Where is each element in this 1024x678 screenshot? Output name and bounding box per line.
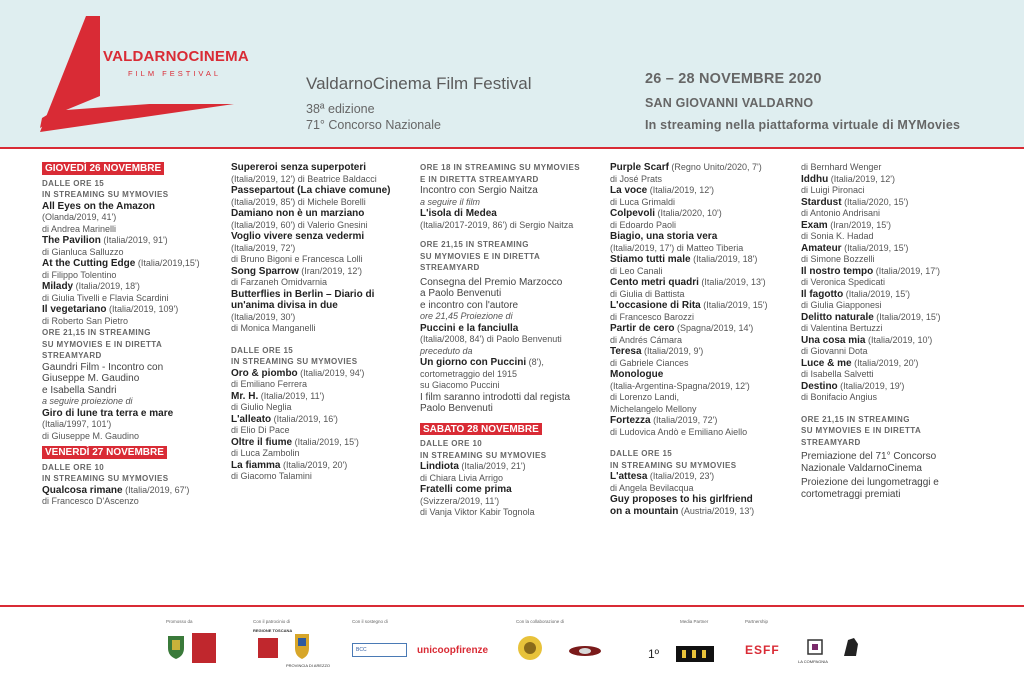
film-note: cortometraggio del 1915	[420, 368, 518, 379]
film-director: di Antonio Andrisani	[801, 208, 881, 218]
bcc-logo	[352, 643, 407, 657]
film-director: di Monica Manganelli	[231, 323, 316, 333]
film-title: La fiamma	[231, 459, 281, 471]
film-director: di Andrés Cámara	[610, 334, 683, 345]
film-title: Il vegetariano	[42, 304, 107, 315]
section-time: DALLE ORE 15	[231, 345, 294, 355]
section-where: STREAMYARD	[42, 351, 102, 360]
film-title: Teresa	[610, 346, 642, 357]
film-director: di Filippo Tolentino	[42, 269, 117, 280]
film-meta: (Italia/2019, 15')	[873, 311, 941, 322]
film-meta: (Italia/2019, 16')	[271, 413, 338, 424]
film-meta: (Italia/2020, 15')	[841, 196, 909, 207]
event-text: Proiezione dei lungometraggi e	[801, 477, 939, 488]
label-collaborazione: Con la collaborazione di	[516, 619, 565, 624]
film-title: Stiamo tutti male	[610, 254, 691, 265]
film-meta: (Olanda/2019, 41')	[42, 212, 117, 222]
film-meta: (Italia/2019, 19')	[837, 380, 905, 391]
event-text: Gaundri Film - Incontro con	[42, 361, 164, 373]
regione-toscana-text: REGIONE TOSCANA	[253, 628, 293, 633]
film-title: Iddhu	[801, 173, 829, 185]
esff-logo: ESFF	[745, 643, 780, 657]
film-meta: (Italia/2019, 12')	[828, 173, 895, 184]
film-title: Fortezza	[610, 415, 651, 426]
section-time: DALLE ORE 15	[610, 449, 673, 458]
film-meta: (Italia/2019, 17')	[873, 265, 940, 276]
film-title: Il nostro tempo	[801, 265, 874, 277]
film-meta: (Italia/2019, 72')	[650, 415, 718, 425]
film-meta: (Italia/2019, 72')	[231, 242, 296, 253]
film-title: Destino	[801, 380, 838, 392]
film-title: La voce	[610, 185, 648, 196]
provincia-crest-icon	[292, 632, 312, 660]
film-director: di Giacomo Talamini	[231, 471, 312, 481]
film-meta: (Italia/2019, 15')	[700, 300, 768, 310]
film-director: di Leo Canali	[610, 265, 663, 276]
section-where: E IN DIRETTA STREAMYARD	[420, 174, 539, 184]
film-meta: (Italia/2019, 9')	[641, 346, 704, 356]
film-director: di Isabella Salvetti	[801, 369, 874, 379]
concorso: 71° Concorso Nazionale	[306, 118, 441, 132]
film-director: di Giovanni Dota	[801, 346, 868, 356]
festival-streaming: In streaming nella piattaforma virtuale di MYMovies	[645, 118, 961, 132]
film-director: di José Prats	[610, 173, 663, 184]
logo-subtitle: FILM FESTIVAL	[128, 69, 222, 78]
promoter-logo-icon	[192, 633, 216, 663]
film-meta: (Italia/2017-2019, 86') di Sergio Naitza	[420, 219, 574, 230]
compagnia-text: LA COMPAGNIA	[798, 659, 828, 664]
film-meta: (Italia/1997, 101')	[42, 419, 112, 429]
event-note: ore 21,45 Proiezione di	[420, 311, 513, 321]
film-meta: (Italia/2019, 18')	[690, 254, 758, 264]
film-meta: (Italia/2019, 17') di Matteo Tiberia	[610, 242, 744, 253]
media-partner-logo-icon	[646, 640, 716, 664]
film-title: Un giorno con Puccini	[420, 357, 527, 368]
logo-title: VALDARNOCINEMA	[103, 48, 249, 65]
film-meta: (Iran/2019, 15')	[827, 219, 891, 230]
film-meta: (Italia/2019, 13')	[698, 277, 766, 287]
festival-title: ValdarnoCinema Film Festival	[306, 74, 532, 93]
event-note: preceduto da	[420, 345, 473, 356]
film-title: Qualcosa rimane	[42, 484, 123, 496]
provincia-text: PROVINCIA DI AREZZO	[286, 663, 331, 668]
program-column-2	[231, 162, 421, 483]
sponsor-footer	[0, 607, 1024, 678]
label-partnership: Partnership	[745, 619, 769, 624]
film-director: di Bernhard Wenger	[801, 162, 882, 172]
film-director: di Francesco D'Ascenzo	[42, 496, 139, 506]
film-director: di Emiliano Ferrera	[231, 379, 308, 389]
film-title: L'isola di Medea	[420, 208, 497, 219]
section-time: ORE 21,15 IN STREAMING	[801, 414, 910, 424]
film-director: di Luca Grimaldi	[610, 196, 676, 207]
day-heading: GIOVEDÌ 26 NOVEMBRE	[42, 162, 164, 175]
film-director: di Veronica Spedicati	[801, 277, 886, 287]
film-meta: (Italia/2019,15')	[135, 258, 200, 268]
film-meta: (Italia/2019, 67')	[122, 484, 190, 495]
film-title: Stardust	[801, 196, 842, 208]
film-title: Una cosa mia	[801, 334, 866, 346]
film-director: di Bonifacio Angius	[801, 392, 878, 402]
film-title: un'anima divisa in due	[231, 300, 338, 311]
event-text: Paolo Benvenuti	[420, 403, 493, 414]
festival-place: SAN GIOVANNI VALDARNO	[645, 96, 814, 110]
film-title: Il fagotto	[801, 288, 844, 300]
film-director: di Francesco Barozzi	[610, 311, 695, 322]
film-director: Michelangelo Mellony	[610, 403, 697, 414]
program-column-1	[42, 162, 232, 508]
film-director: di Angela Bevilacqua	[610, 482, 694, 493]
film-title: Giro di lune tra terra e mare	[42, 407, 174, 419]
event-text: e Isabella Sandri	[42, 384, 117, 396]
day-heading: SABATO 28 NOVEMBRE	[420, 423, 542, 436]
film-meta: (Italia/2019, 85') di Michele Borelli	[231, 196, 366, 207]
section-where: SU MYMOVIES E IN DIRETTA	[420, 251, 541, 261]
film-title: Exam	[801, 219, 828, 231]
label-media: Media Partner	[680, 619, 709, 624]
film-director: di Andrea Marinelli	[42, 223, 117, 234]
comune-crest-icon	[166, 632, 186, 660]
film-title: All Eyes on the Amazon	[42, 200, 155, 212]
section-where: IN STREAMING SU MYMOVIES	[610, 460, 737, 470]
film-director: di Gabriele Ciances	[610, 357, 689, 368]
film-title: Passepartout (La chiave comune)	[231, 185, 391, 196]
collaboration-logo-icon	[516, 634, 544, 662]
film-title: Voglio vivere senza vedermi	[231, 231, 365, 242]
section-where: IN STREAMING SU MYMOVIES	[420, 450, 547, 460]
film-title: Puccini e la fanciulla	[420, 322, 519, 334]
lion-logo-icon	[840, 634, 862, 660]
film-title: Oltre il fiume	[231, 436, 293, 448]
film-title: Biagio, una storia vera	[610, 231, 718, 242]
section-time: ORE 18 IN STREAMING SU MYMOVIES	[420, 163, 580, 172]
film-meta: (Italia/2019, 23')	[647, 471, 715, 481]
film-meta: (Italia/2019, 11')	[258, 390, 325, 401]
event-text: I film saranno introdotti dal regista	[420, 391, 571, 403]
film-meta: (Italia/2008, 84') di Paolo Benvenuti	[420, 334, 562, 344]
film-director: di Giulia di Battista	[610, 288, 685, 299]
film-title: Amateur	[801, 242, 842, 254]
film-title: Butterflies in Berlin – Diario di	[231, 288, 375, 300]
film-director: di Ludovica Andò e Emiliano Aiello	[610, 426, 748, 437]
film-meta: (Italia/2019, 12') di Beatrice Baldacci	[231, 173, 377, 184]
program-column-5	[801, 162, 1001, 500]
film-title: Damiano non è un marziano	[231, 208, 365, 219]
film-director: di Giulia Giapponesi	[801, 300, 882, 310]
film-director: di Lorenzo Landi,	[610, 392, 680, 402]
film-title: Cento metri quadri	[610, 277, 699, 288]
film-director: di Luigi Pironaci	[801, 185, 865, 195]
film-title: Partir de cero	[610, 323, 675, 334]
film-title: Milady	[42, 281, 74, 292]
film-director: di Sonia K. Hadad	[801, 231, 874, 241]
section-where: IN STREAMING SU MYMOVIES	[231, 357, 358, 366]
film-meta: (Italia/2019, 20')	[851, 357, 919, 368]
event-note: a seguire proiezione di	[42, 396, 133, 406]
event-text: Incontro con Sergio Naitza	[420, 185, 538, 196]
film-meta: (Spagna/2019, 14')	[674, 323, 754, 333]
label-patrocinio: Con il patrocinio di	[253, 619, 291, 624]
film-meta: (Italia/2019, 109')	[106, 304, 179, 314]
film-director: di Gianluca Salluzzo	[42, 246, 124, 257]
event-text: Premiazione del 71° Concorso	[801, 451, 937, 462]
film-director: di Giuseppe M. Gaudino	[42, 430, 140, 441]
section-where: STREAMYARD	[420, 263, 480, 272]
film-title: Supereroi senza superpoteri	[231, 162, 367, 173]
film-director: di Vanja Viktor Kabir Tognola	[420, 507, 535, 517]
section-where: STREAMYARD	[801, 437, 861, 447]
film-director: di Bruno Bigoni e Francesca Lolli	[231, 254, 363, 264]
section-where: IN STREAMING SU MYMOVIES	[42, 190, 169, 199]
event-note: a seguire il film	[420, 196, 481, 207]
section-where: IN STREAMING SU MYMOVIES	[42, 474, 169, 483]
film-meta: (Italia/2019, 15')	[841, 242, 909, 253]
film-director: di Simone Bozzelli	[801, 254, 875, 264]
section-time: DALLE ORE 10	[420, 439, 483, 448]
film-meta: (Italia/2019, 15')	[292, 436, 359, 447]
film-title: L'alleato	[231, 413, 272, 425]
film-title: Colpevoli	[610, 208, 656, 219]
section-time: DALLE ORE 10	[42, 462, 105, 472]
header-divider	[0, 147, 1024, 149]
film-note: su Giacomo Puccini	[420, 380, 500, 390]
film-meta: (Italia/2019, 60') di Valerio Gnesini	[231, 219, 368, 230]
film-meta: (Italia/2019, 91')	[100, 235, 168, 245]
regione-toscana-icon	[256, 630, 280, 660]
film-meta: (Italia/2019, 18')	[73, 281, 140, 291]
section-time: ORE 21,15 IN STREAMING	[42, 328, 151, 337]
film-title: L'occasione di Rita	[610, 300, 701, 311]
film-title: Guy proposes to his girlfriend	[610, 494, 753, 505]
day-heading: VENERDÌ 27 NOVEMBRE	[42, 446, 167, 459]
film-meta: (Iran/2019, 12')	[298, 265, 363, 276]
event-text: cortometraggi premiati	[801, 488, 901, 500]
film-meta: (Italia/2019, 30')	[231, 311, 296, 322]
film-meta: (Regno Unito/2020, 7')	[668, 162, 762, 172]
compagnia-logo-icon	[806, 638, 824, 656]
edition: 38ª edizione	[306, 102, 375, 116]
film-title: on a mountain	[610, 505, 679, 517]
label-promosso: Promosso da	[166, 619, 193, 624]
film-meta: (Italia/2019, 94')	[297, 367, 365, 378]
film-meta: (Svizzera/2019, 11')	[420, 495, 500, 506]
bcc-text: BCC	[356, 647, 367, 653]
film-title: Fratelli come prima	[420, 484, 512, 495]
film-director: di Edoardo Paoli	[610, 219, 677, 230]
program-column-4	[610, 162, 800, 517]
film-title: Delitto naturale	[801, 311, 874, 323]
section-time: ORE 21,15 IN STREAMING	[420, 240, 529, 249]
program-column-3	[420, 162, 610, 519]
svg-text:1º: 1º	[648, 647, 660, 661]
film-meta: (8'),	[526, 357, 544, 367]
unicoop-logo: unicoopfirenze	[417, 645, 489, 656]
event-text: Consegna del Premio Marzocco	[420, 276, 563, 288]
film-director: di Chiara Livia Arrigo	[420, 472, 504, 483]
film-director: di Roberto San Pietro	[42, 315, 129, 326]
film-title: Lindiota	[420, 461, 459, 472]
festival-dates: 26 – 28 NOVEMBRE 2020	[645, 71, 822, 87]
event-text: Nazionale ValdarnoCinema	[801, 462, 922, 474]
film-meta: (Italia/2019, 12')	[647, 185, 715, 195]
film-title: Monologue	[610, 369, 664, 380]
film-title: Luce & me	[801, 357, 852, 369]
event-text: a Paolo Benvenuti	[420, 288, 502, 299]
film-director: di Elio Di Pace	[231, 425, 290, 435]
film-meta: (Italia/2020, 10')	[655, 208, 722, 218]
film-meta: (Italia/2019, 20')	[280, 459, 348, 470]
film-director: di Luca Zambolin	[231, 448, 300, 458]
film-title: Oro & piombo	[231, 367, 298, 379]
section-where: SU MYMOVIES E IN DIRETTA	[801, 426, 922, 435]
film-director: di Giulio Neglia	[231, 402, 292, 412]
film-director: di Valentina Bertuzzi	[801, 323, 883, 333]
film-meta: (Italia/2019, 10')	[865, 334, 933, 345]
film-director: di Giulia Tivelli e Flavia Scardini	[42, 292, 169, 303]
event-text: e incontro con l'autore	[420, 299, 519, 311]
label-sostegno: Con il sostegno di	[352, 619, 388, 624]
film-meta: (Austria/2019, 13')	[678, 505, 755, 516]
film-meta: (Italia/2019, 21')	[458, 461, 526, 471]
event-text: Giuseppe M. Gaudino	[42, 373, 140, 384]
film-title: Song Sparrow	[231, 265, 299, 277]
section-time: DALLE ORE 15	[42, 178, 105, 188]
car-club-logo-icon	[568, 644, 602, 658]
film-meta: (Italia-Argentina-Spagna/2019, 12')	[610, 380, 750, 391]
film-title: L'attesa	[610, 471, 648, 482]
film-title: Mr. H.	[231, 390, 259, 402]
section-where: SU MYMOVIES E IN DIRETTA	[42, 339, 163, 349]
film-director: di Farzaneh Omidvarnia	[231, 277, 328, 287]
film-title: The Pavilion	[42, 235, 101, 246]
film-title: Purple Scarf	[610, 162, 669, 173]
film-meta: (Italia/2019, 15')	[843, 288, 910, 299]
film-title: At the Cutting Edge	[42, 258, 136, 269]
